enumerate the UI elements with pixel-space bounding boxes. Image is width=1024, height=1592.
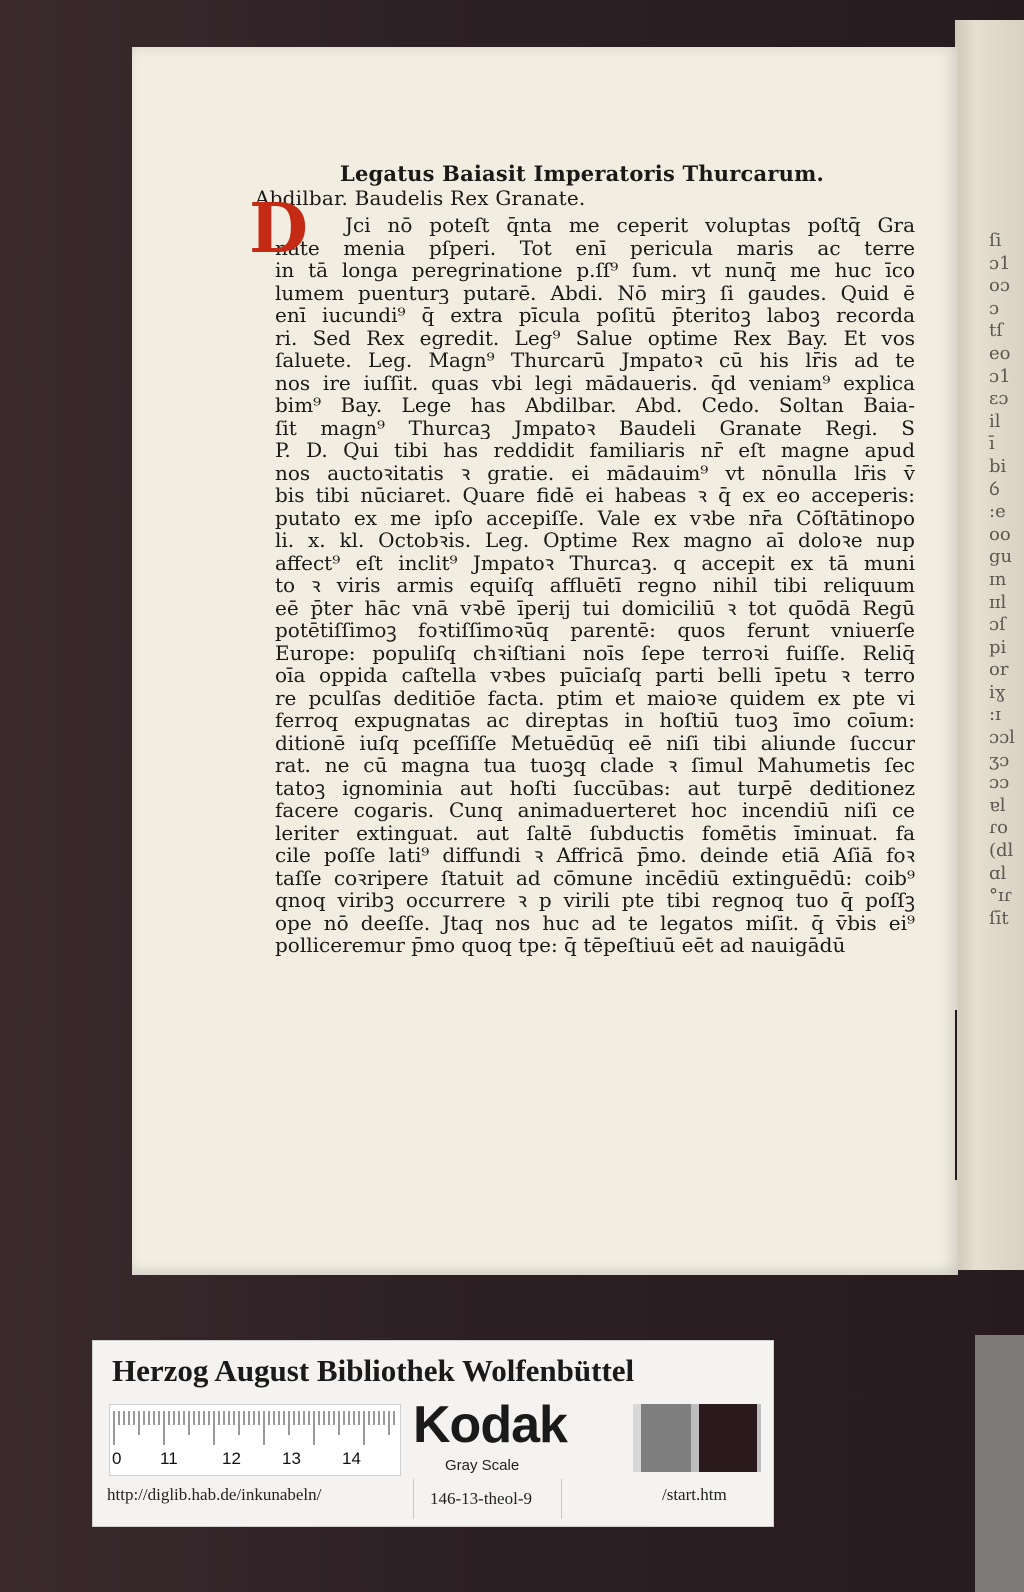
text-line: li. x. kl̄. Octobꝛis. Leg. Optime Rex magno aī doloꝛe nup <box>275 529 915 552</box>
text-line: taſſe coꝛripere ſtatuit ad cōmune incēdiū extinguēdū: coib⁹ <box>275 866 915 889</box>
facing-page-fragment: oo <box>989 523 1011 545</box>
facing-page-fragment: ɾo <box>989 817 1008 839</box>
facing-page-fragment: °ɪɾ <box>989 885 1012 907</box>
source-url[interactable]: http://diglib.hab.de/inkunabeln/ <box>107 1485 322 1504</box>
text-line: oīa oppida caſtella vꝛbes puīciaſq parti belli īpetu ꝛ terro <box>275 664 915 687</box>
measurement-ruler <box>109 1404 401 1476</box>
facing-page-fragment: bi <box>989 455 1007 477</box>
text-line: enī iucundi⁹ q̄ extra pīcula poſitū p̄teritoꝫ laboꝫ recorda <box>275 304 915 327</box>
text-line: cile poſſe lati⁹ diffundi ꝛ Affricā p̄mo. deinde etiā Aſiā foꝛ <box>275 844 915 867</box>
text-line: leriter extinguat. aut ſaltē ſubductis fomētis īminuat. fa <box>275 821 915 844</box>
text-line: eē p̄ter hāc vnā vꝛbē īperij tui domiciliū ꝛ tot quōdā Regū <box>275 596 915 619</box>
facing-page-fragment: :e <box>989 501 1006 523</box>
text-line: nos ire iuſſit. quas vbi legi mādaueris. q̄d veniam⁹ explica <box>275 371 915 394</box>
facing-page-fragment: ỽ <box>989 478 1000 500</box>
facing-page-fragment: ɔ1 <box>989 252 1011 274</box>
text-line: ferroq expugnatas ac direptas in hoſtiū tuoꝫ īmo coīum: <box>275 709 915 732</box>
kodak-logo: Kodak <box>413 1396 567 1454</box>
facing-page-fragment: ī <box>989 433 995 455</box>
text-line: to ꝛ viris armis equiſq affluētī regno nihil tibi reliquum <box>275 574 915 597</box>
facing-page-fragment: ɔ1 <box>989 365 1011 387</box>
body-text <box>275 214 915 957</box>
facing-page-fragment: il <box>989 410 1001 432</box>
label-divider <box>561 1479 562 1519</box>
heading-line-2: Abdilbar. Baudelis Rex Granate. <box>255 186 586 210</box>
shelfmark: 146-13-theol-9 <box>430 1489 532 1508</box>
facing-page-lower-edge <box>975 1335 1024 1592</box>
text-line: polliceremur p̄mo quoq tpe: q̄ tēpeſtiuū eēt ad nauigādū <box>275 934 846 957</box>
facing-page-fragment: gu <box>989 546 1013 568</box>
facing-page-fragment: ɔɔ <box>989 772 1010 794</box>
gray-swatch-light <box>757 1404 761 1472</box>
text-line: ri. Sed Rex egredit. Leg⁹ Salue optime Rex Bay. Et vos <box>275 326 915 349</box>
facing-page-fragment: ɛɔ <box>989 388 1009 410</box>
facing-page-fragment: ɐl <box>989 794 1006 816</box>
text-line: ditionē iuſq pceſſiſſe Metuēdūq eē niſi tibi aliunde ſuccur <box>275 731 915 754</box>
text-line: nos auctoꝛitatis ꝛ gratie. ei mādauim⁹ vt nōnulla lr̄is v̄ <box>275 461 915 484</box>
text-line: putato ex me ipſo accepiſſe. Vale ex vꝛbe nr̄a Cōſtātinopo <box>275 506 915 529</box>
text-line: lumem puenturꝫ putarē. Abdi. Nō mirꝫ ſi gaudes. Quid ē <box>275 281 915 304</box>
text-line: ſit magn⁹ Thurcaꝫ Jmpatoꝛ Baudeli Granate Regi. S <box>275 416 915 439</box>
library-label <box>92 1340 774 1527</box>
page-gutter-mark <box>955 1010 957 1180</box>
text-line: facere cogaris. Cunq animaduerteret hoc incendiū niſi ce <box>275 799 915 822</box>
facing-page-fragment: eo <box>989 342 1011 364</box>
facing-page-fragment: iɣ <box>989 681 1006 703</box>
text-line: rat. ne cū magna tua tuoꝫq clade ꝛ ſimul Mahumetis ſec <box>275 754 915 777</box>
text-line: Europe: populiſq chꝛiſtiani noīs ſepe terroꝛi fuiſſe. Reliq̄ <box>275 641 915 664</box>
facing-page-fragment: or <box>989 659 1009 681</box>
text-line: tatoꝫ ignominia aut hoſti ſuccūbas: aut turpē deditionez <box>275 776 915 799</box>
ruler-number: 14 <box>342 1449 361 1468</box>
facing-page-fragment: oɔ <box>989 275 1010 297</box>
facing-page-fragment: ſīt <box>989 907 1009 929</box>
ruler-number: 0 <box>112 1449 122 1468</box>
ruler-number: 11 <box>160 1449 178 1468</box>
facing-page-text <box>989 230 1019 930</box>
text-line: Jci nō poteſt q̄nta me ceperit voluptas poſtq̄ Gra <box>345 214 915 237</box>
ruler-ticks <box>110 1409 400 1453</box>
text-line: in tā longa peregrinatione p.ſſ⁹ ſum. vt nunq̄ me huc īco <box>275 259 915 282</box>
gray-swatch-light <box>633 1404 641 1472</box>
facing-page-fragment: ɔɔl <box>989 727 1015 749</box>
color-target <box>401 1396 633 1481</box>
gray-swatch-mid <box>641 1404 691 1472</box>
text-line: affect⁹ eſt inclit⁹ Jmpatoꝛ Thurcaꝫ. q accepit ex tā muni <box>275 551 915 574</box>
heading-line-1: Legatus Baiasit Imperatoris Thurcarum. <box>340 161 824 186</box>
gray-swatch-light <box>691 1404 699 1472</box>
facing-page-fragment: ſi <box>989 230 1002 251</box>
facing-page-fragment: ʒɔ <box>989 749 1010 771</box>
text-line: re pculſas deditiōe facta. ptim et maioꝛe quidem ex pte vi <box>275 686 915 709</box>
facing-page-fragment: ɑl <box>989 862 1007 884</box>
facing-page-fragment: tſ <box>989 320 1003 342</box>
gray-scale-caption: Gray Scale <box>445 1457 520 1474</box>
source-url-end[interactable]: /start.htm <box>662 1485 727 1504</box>
facing-page-fragment: :ɪ <box>989 704 1001 726</box>
rubricated-initial: D <box>249 189 308 269</box>
text-line: potētiſſimoꝫ foꝛtiſſimoꝛūq parentē: quos ferunt vniuerſe <box>275 619 915 642</box>
facing-page-fragment: pi <box>989 636 1007 658</box>
page-text-block <box>249 161 915 957</box>
library-name: Herzog August Bibliothek Wolfenbüttel <box>112 1353 635 1388</box>
text-line: nate menia pſperi. Tot enī pericula maris ac terre <box>275 236 915 259</box>
text-line: bis tibi nūciaret. Quare fidē ei habeas ꝛ q̄ ex eo acceperis: <box>275 484 915 507</box>
text-line: qnoq viribꝫ occurrere ꝛ p virili pte tibi regnoq tuo q̄ poſſꝫ <box>275 889 915 912</box>
text-line: bim⁹ Bay. Lege has Abdilbar. Abd. Cedo. Soltan Baia- <box>275 394 915 417</box>
text-line: P. D. Qui tibi has reddidit familiaris nr̄ eſt magne apud <box>275 439 915 462</box>
label-divider <box>413 1479 414 1519</box>
facing-page-fragment: (dl <box>989 840 1014 862</box>
text-line: ope nō deeſſe. Jtaq nos huc ad te legatos miſit. q̄ v̄bis ei⁹ <box>275 911 915 934</box>
facing-page-fragment: ɪn <box>989 568 1007 590</box>
facing-page-edge <box>955 20 1024 1270</box>
text-line: ſaluete. Leg. Magn⁹ Thurcarū Jmpatoꝛ cū his lr̄is ad te <box>275 349 915 372</box>
ruler-number: 12 <box>222 1449 241 1468</box>
facing-page-fragment: ɪɪl <box>989 591 1007 613</box>
facing-page-fragment: ɔ <box>989 297 1000 319</box>
gray-swatch-dark <box>699 1404 757 1472</box>
ruler-number: 13 <box>282 1449 301 1468</box>
facing-page-fragment: ɔſ <box>989 614 1006 636</box>
